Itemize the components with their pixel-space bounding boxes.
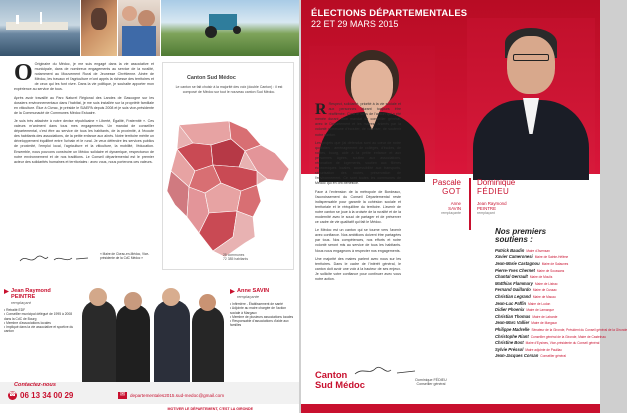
candidate-last-name: GOT: [442, 187, 461, 196]
supporter-role: Maire de Soussans: [536, 268, 565, 273]
candidate-bullets: [4, 308, 74, 370]
name-panel-got: [411, 178, 461, 215]
supporter-role: Maire de Moulis: [529, 275, 553, 280]
left-page: [0, 0, 299, 413]
supporter-item: [495, 248, 597, 255]
supporter-item: [495, 320, 597, 327]
map-description: Le canton se fait choisir à la majorité des voix (double Canton) : il est composé de Médoc sur tout le nouveau canton Sud Médoc.: [175, 85, 283, 94]
replacement-first-name: Jean Raymond: [477, 201, 507, 206]
supporter-role: Maire de Lamarque: [526, 308, 554, 313]
candidate-first-name: Dominique: [477, 178, 516, 187]
supporters-list: [495, 247, 627, 406]
supporter-name: Fernand Gaillardo: [495, 287, 531, 293]
supporter-name: Christian Legrand: [495, 293, 531, 299]
bullet-item: • Adjointe au maire chargée de l'action sociale à Margaux: [230, 306, 287, 315]
map-legend-item: 72 385 habitants: [223, 257, 249, 262]
photo-harbour: [0, 0, 80, 56]
supporter-name: Jean-Marie Castagnou: [495, 261, 540, 266]
supporter-item: [495, 301, 597, 308]
supporter-item: [495, 353, 597, 360]
supporter-role: Maire de Sainte-Hélène: [534, 255, 569, 260]
bullet-item: • Membre de plusieurs associations locales: [230, 314, 294, 319]
replacement-role: remplaçante: [441, 211, 461, 215]
supporter-role: Maire de Cussac: [532, 288, 557, 293]
phone-icon: ☎: [8, 392, 17, 398]
photo-market: [81, 0, 117, 56]
right-page: [301, 0, 627, 413]
supporter-name: Jean-Marc Vallier: [495, 320, 530, 326]
candidate-role: remplaçant: [11, 300, 31, 305]
signature-note: « Maire de Civrac-en-Médoc, Vice-présidente de la CdC Médoc »: [100, 252, 150, 261]
intro-paragraph: O Originaire du Médoc, je me suis engagé dans la vie associative et municipale, dans de nombreux engagements au service de la ruralité, notamment au Mouvement Rural de Jeunesse Chrétienne. Ainée de Médoc, les travaux et l'agriculture m'ont appris la richesse des territoires et de ceux qui les font vivre. Dans la vie politique, je souhaite apporter mon expérience au service de tous.: [14, 60, 154, 92]
signature-caption: [401, 378, 461, 386]
name-panel-fedieu: [477, 178, 557, 215]
photo-tractor: [161, 0, 299, 56]
supporter-name: Chantal Gerrault: [495, 274, 528, 280]
canton-line2: Sud Médoc: [315, 379, 366, 390]
supporter-role: Maire de Macau: [532, 294, 556, 299]
supporter-role: Maire de Labarde: [532, 314, 558, 319]
drop-cap: R: [315, 101, 327, 118]
supporters-title-line2: soutiens :: [495, 235, 533, 245]
supporter-name: Sylvie Préssol: [495, 346, 524, 352]
candidate-peintre: [4, 288, 74, 370]
contact-title: Contactez-nous: [14, 382, 56, 388]
supporter-item: [495, 268, 597, 275]
supporter-role: Maire de Margaux: [531, 321, 557, 326]
portrait-dominique-fedieu: [467, 18, 595, 174]
paragraph-2: Après avoir travaillé au Parc Naturel Régional des Landes de Gascogne sur les dossiers environnementaux dans l'habitat, je me suis installée sur la propriété familiale en viticulture. Élue à Civrac, je préside le SIAEPA depuis 2008 et je suis vice-présidente de la Communauté de Communes Médoc Estuaire.: [14, 95, 154, 115]
candidates-group-photo: [76, 286, 226, 382]
supporter-role: Maire de Ludon: [528, 301, 551, 306]
photo-kids: [118, 0, 160, 56]
supporter-name: Patrick Baudin: [495, 247, 525, 253]
supporter-item: [495, 340, 600, 347]
name-divider: [469, 178, 471, 230]
supporter-name: Matthias Flammary: [495, 280, 533, 286]
supporters-title-line1: Nos premiers: [495, 227, 547, 236]
header-title: ÉLECTIONS DÉPARTEMENTALES: [311, 7, 468, 18]
supporter-name: Xavier Cameronesi: [495, 254, 533, 260]
supporter-name: Jean-Jacques Corsan: [495, 353, 539, 359]
body-text: [315, 102, 401, 358]
candidate-role: remplaçante: [237, 294, 260, 299]
candidate-name-line2: PEINTRE: [11, 294, 36, 300]
replacement-last-name: SAVIN: [448, 206, 461, 211]
body-paragraph: Une majorité des maires parlent avec nous sur les territoires. Dans le cadre de l'intérêt général, le canton doit avoir une voix à la hauteur de ses enjeux. Je sollicite votre confiance pour continuer avec vous notre action.: [315, 256, 401, 281]
email-address[interactable]: departementales2015.sud-medoc@gmail.com: [130, 393, 225, 398]
supporter-name: Philippe Madrelle: [495, 326, 530, 332]
supporter-role: Maire d'Eysines, Vice-présidente du Conseil général: [525, 341, 600, 346]
map-legend: [223, 253, 248, 262]
email-icon: ✉: [119, 392, 126, 398]
bullet-item: • Infirmière - Établissement de santé: [230, 302, 284, 306]
supporter-role: Maire adjointe de Pauillac: [525, 347, 562, 352]
bullet-item: • Retraité EDF: [4, 308, 26, 312]
candidate-name: Anne SAVIN: [237, 288, 270, 294]
canton-label: [315, 370, 365, 390]
supporter-item: [495, 274, 597, 281]
footer-slogan: MOTIVER LE DÉPARTEMENT, C'EST LA GIRONDE: [167, 407, 253, 411]
body-paragraph: Les projets que j'ai défendus sont au cœur de notre quotidien : aménagement de collèges, d'écoles, de routes, bourg, aide à la petite enfance et aux personnes âgées, soutien aux associations, rénovation de logements, soutien aux filières économiques locales, accessibilité aux transports, sécurisation des routes, préservation de l'environnement. Ce sont toutes les communes de Médoc qui en ont bénéficié.: [315, 140, 401, 186]
supporter-role: Maire de Salaunes: [541, 262, 569, 266]
replacement-first-name: Anne: [450, 201, 461, 206]
map-legend-item: 25 communes: [223, 253, 245, 257]
contact-bar: [0, 382, 299, 404]
map-panel: [162, 62, 294, 270]
bullet-item: • Responsable d'associations d'aide aux familles: [230, 319, 289, 328]
supporter-item: [495, 254, 597, 261]
supporter-item: [495, 281, 597, 288]
signature: [18, 252, 98, 264]
arrow-marker-icon: [230, 289, 235, 294]
bullet-item: • Impliqué dans la vie associative et sportive du canton: [4, 325, 74, 334]
candidate-bullets: [230, 302, 296, 374]
supporter-role: Maire d'Avensan: [526, 248, 550, 253]
signature-name: Dominique FÉDIEU: [415, 378, 447, 382]
replacement-role: remplaçant: [477, 211, 495, 215]
replacement-last-name: PEINTRE: [477, 206, 497, 211]
header-dates: 22 ET 29 MARS 2015: [311, 19, 399, 29]
phone-number[interactable]: 06 13 34 00 29: [20, 391, 74, 400]
supporter-item: [495, 294, 597, 301]
supporter-role: Conseiller général: [540, 354, 566, 359]
drop-cap: O: [14, 60, 33, 86]
candidate-first-name: Pascale: [432, 178, 461, 187]
map-title: Canton Sud Médoc: [187, 75, 236, 81]
supporter-item: [495, 333, 606, 341]
supporter-name: Christophe Riant: [495, 333, 529, 339]
supporter-item: [495, 307, 597, 314]
candidate-name-line1: Jean Raymond: [11, 288, 51, 294]
supporter-name: Pierre-Yves Chernet: [495, 267, 535, 273]
supporter-name: Christine Bost: [495, 340, 524, 346]
body-paragraph: Face à l'extension de la métropole de Bordeaux, l'accroissement du Conseil Départemental reste indispensable pour garantir la cohésion sociale et territoriale et le rééquilibre du territoire. L'avenir de notre canton se joue à la croisée de la ruralité et de la modernité avec le souci de partager et de préserver ce cadre de vie qualitatif qui fait le Médoc.: [315, 189, 401, 225]
supporter-name: Jean-Luc Paffin: [495, 300, 527, 306]
bullet-item: • Membre d'associations locales: [4, 320, 51, 325]
paragraph-3: Je suis très attachée à notre devise républicaine « Liberté, Égalité, Fraternité ». Ces valeurs m'animent dans tous mes engagements. Un mandat de conseiller départemental, c'est être au service de tous les habitants, de la proximité, à l'écoute des habitants des associations, de la petite enfance aux aînés. Notre territoire mérite un développement équilibré entre l'urbain et le rural. Je veux défendre les services publics de proximité, l'emploi local, l'agriculture et la viticulture, la mobilité, l'éducation. Ensemble, nous pouvons construire un Médoc solidaire et dynamique, respectueux de notre environnement et de nos traditions. Le Conseil départemental est le premier acteur des solidarités humaines et territoriales : avec vous, nous porterons ces valeurs.: [14, 118, 154, 164]
supporter-role: Maire de Listrac: [534, 281, 558, 286]
supporter-name: Didier Phoenix: [495, 307, 525, 313]
supporter-name: Christian Thomas: [495, 313, 531, 319]
supporter-role: Sénateur de la Gironde, Président du Conseil général de la Gironde: [531, 327, 627, 332]
supporter-item: [495, 287, 597, 294]
supporter-role: Conseiller général de la Gironde, Maire de Castelnau: [530, 334, 606, 339]
body-paragraph: Le Médoc est un canton qui se tourne vers l'avenir avec confiance. Nos ambitions doivent être partagées par tous. Nos compétences, nos efforts et notre volonté seront mis au service de tous les habitants. Nous nous engageons à respecter nos engagements.: [315, 228, 401, 253]
supporters-panel: [495, 227, 627, 406]
canton-line1: Canton: [315, 369, 348, 380]
supporter-item: [495, 347, 597, 354]
supporter-item: [495, 261, 597, 268]
supporter-item: [495, 326, 627, 334]
candidate-last-name: FÉDIEU: [477, 187, 510, 196]
signature-role: Conseiller général: [416, 382, 446, 386]
canton-map: [165, 121, 293, 261]
candidate-savin: [230, 288, 296, 374]
supporter-item: [495, 314, 597, 321]
arrow-marker-icon: [4, 289, 9, 294]
body-paragraph: R Respect, solidarité, priorité à la vie sociale et aux personnes durant toujours être réaffirmée. C'est le sens de l'action qui a été menée durant mon mandat de conseiller général, avec le Département et les maires, animés par la volonté commune d'écouter, de valoriser, de soutenir notre canton.: [315, 101, 401, 137]
bullet-item: • Conseiller municipal délégué de 1995 à 2008 dans la CdC de Bourg: [4, 312, 73, 321]
